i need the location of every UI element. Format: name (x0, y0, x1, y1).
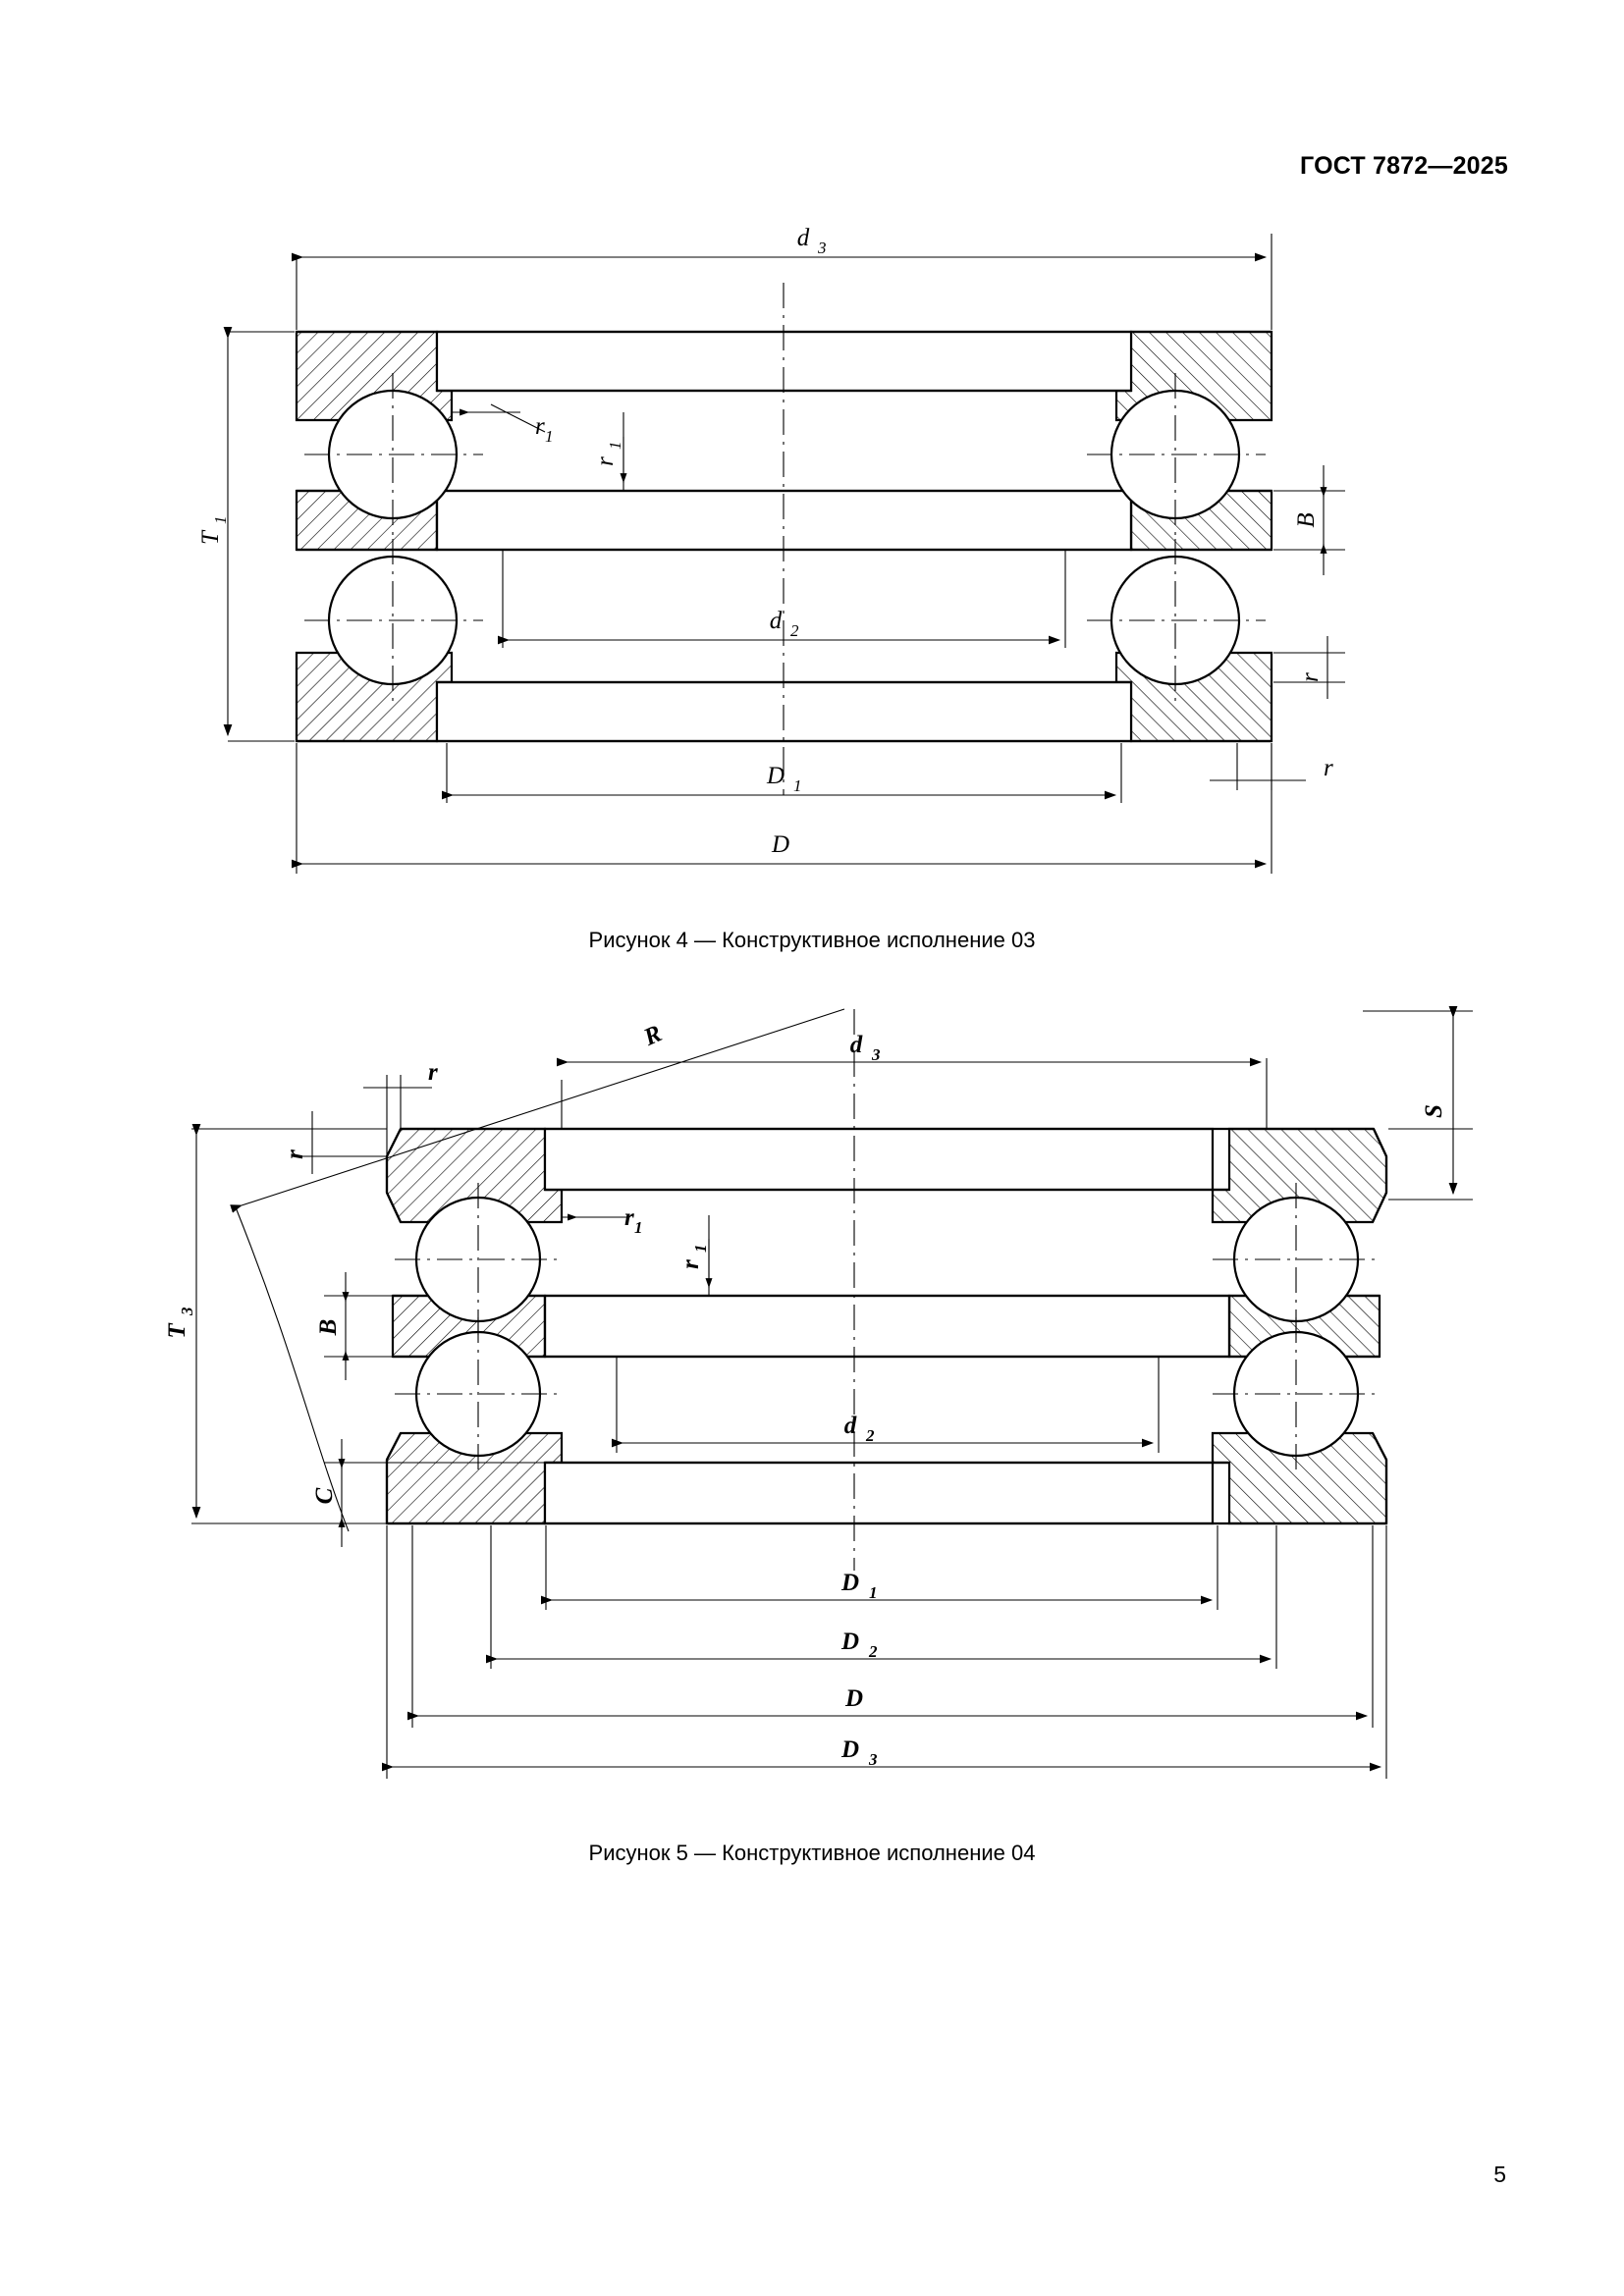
fig5-label-D1-sub: 1 (869, 1583, 878, 1602)
fig5-label-d3: d (849, 1032, 863, 1058)
fig4-label-r-b: r (1324, 755, 1333, 781)
fig4-label-B: B (1293, 512, 1320, 528)
fig4-label-d2: d (769, 608, 783, 634)
fig4-label-T1-sub: 1 (211, 515, 230, 524)
fig4-label-d2-sub: 2 (790, 621, 799, 640)
fig4-label-D1: D (766, 763, 785, 789)
fig5-label-D2: D (840, 1629, 860, 1655)
figure-4-drawing (0, 0, 1624, 923)
fig5-label-T3-sub: 3 (178, 1307, 196, 1315)
fig5-label-D3: D (840, 1736, 860, 1763)
fig5-label-r1-b: r (677, 1259, 704, 1269)
fig5-label-D: D (844, 1685, 864, 1712)
fig4-label-r-a: r (1297, 672, 1324, 682)
fig4-label-T1: T (197, 531, 224, 545)
fig5-label-r-b: r (282, 1149, 308, 1159)
figure-5-drawing (0, 982, 1624, 1845)
fig4-label-r1-a-sub: 1 (545, 427, 554, 446)
figure-4-caption: Рисунок 4 — Конструктивное исполнение 03 (588, 928, 1036, 952)
fig5-label-r-a: r (428, 1059, 438, 1086)
fig5-label-r1-b-sub: 1 (691, 1244, 710, 1253)
fig5-label-S: S (1421, 1104, 1447, 1118)
fig4-label-D1-sub: 1 (793, 776, 802, 795)
fig5-label-T3: T (164, 1323, 190, 1339)
fig5-label-r1-a-sub: 1 (634, 1218, 643, 1237)
fig5-label-C: C (311, 1487, 338, 1505)
figure-5-caption: Рисунок 5 — Конструктивное исполнение 04 (588, 1841, 1036, 1865)
fig5-label-D1: D (840, 1570, 860, 1596)
fig5-label-d2-sub: 2 (866, 1426, 875, 1445)
fig5-label-d2: d (843, 1413, 857, 1439)
fig5-label-D3-sub: 3 (869, 1750, 878, 1769)
fig4-label-D: D (771, 831, 790, 858)
fig4-label-r1-b: r (592, 456, 619, 466)
fig5-label-B: B (315, 1318, 342, 1336)
fig4-label-d3: d (796, 225, 810, 251)
fig5-label-D2-sub: 2 (869, 1642, 878, 1661)
fig4-label-d3-sub: 3 (818, 239, 827, 257)
standard-header: ГОСТ 7872—2025 (1300, 152, 1508, 180)
page-number: 5 (1493, 2162, 1506, 2187)
fig5-label-R: R (639, 1020, 667, 1051)
fig4-label-r1-a: r (535, 413, 545, 440)
fig5-label-d3-sub: 3 (872, 1045, 881, 1064)
fig4-label-r1-b-sub: 1 (606, 441, 624, 450)
fig5-label-r1-a: r (624, 1204, 634, 1231)
